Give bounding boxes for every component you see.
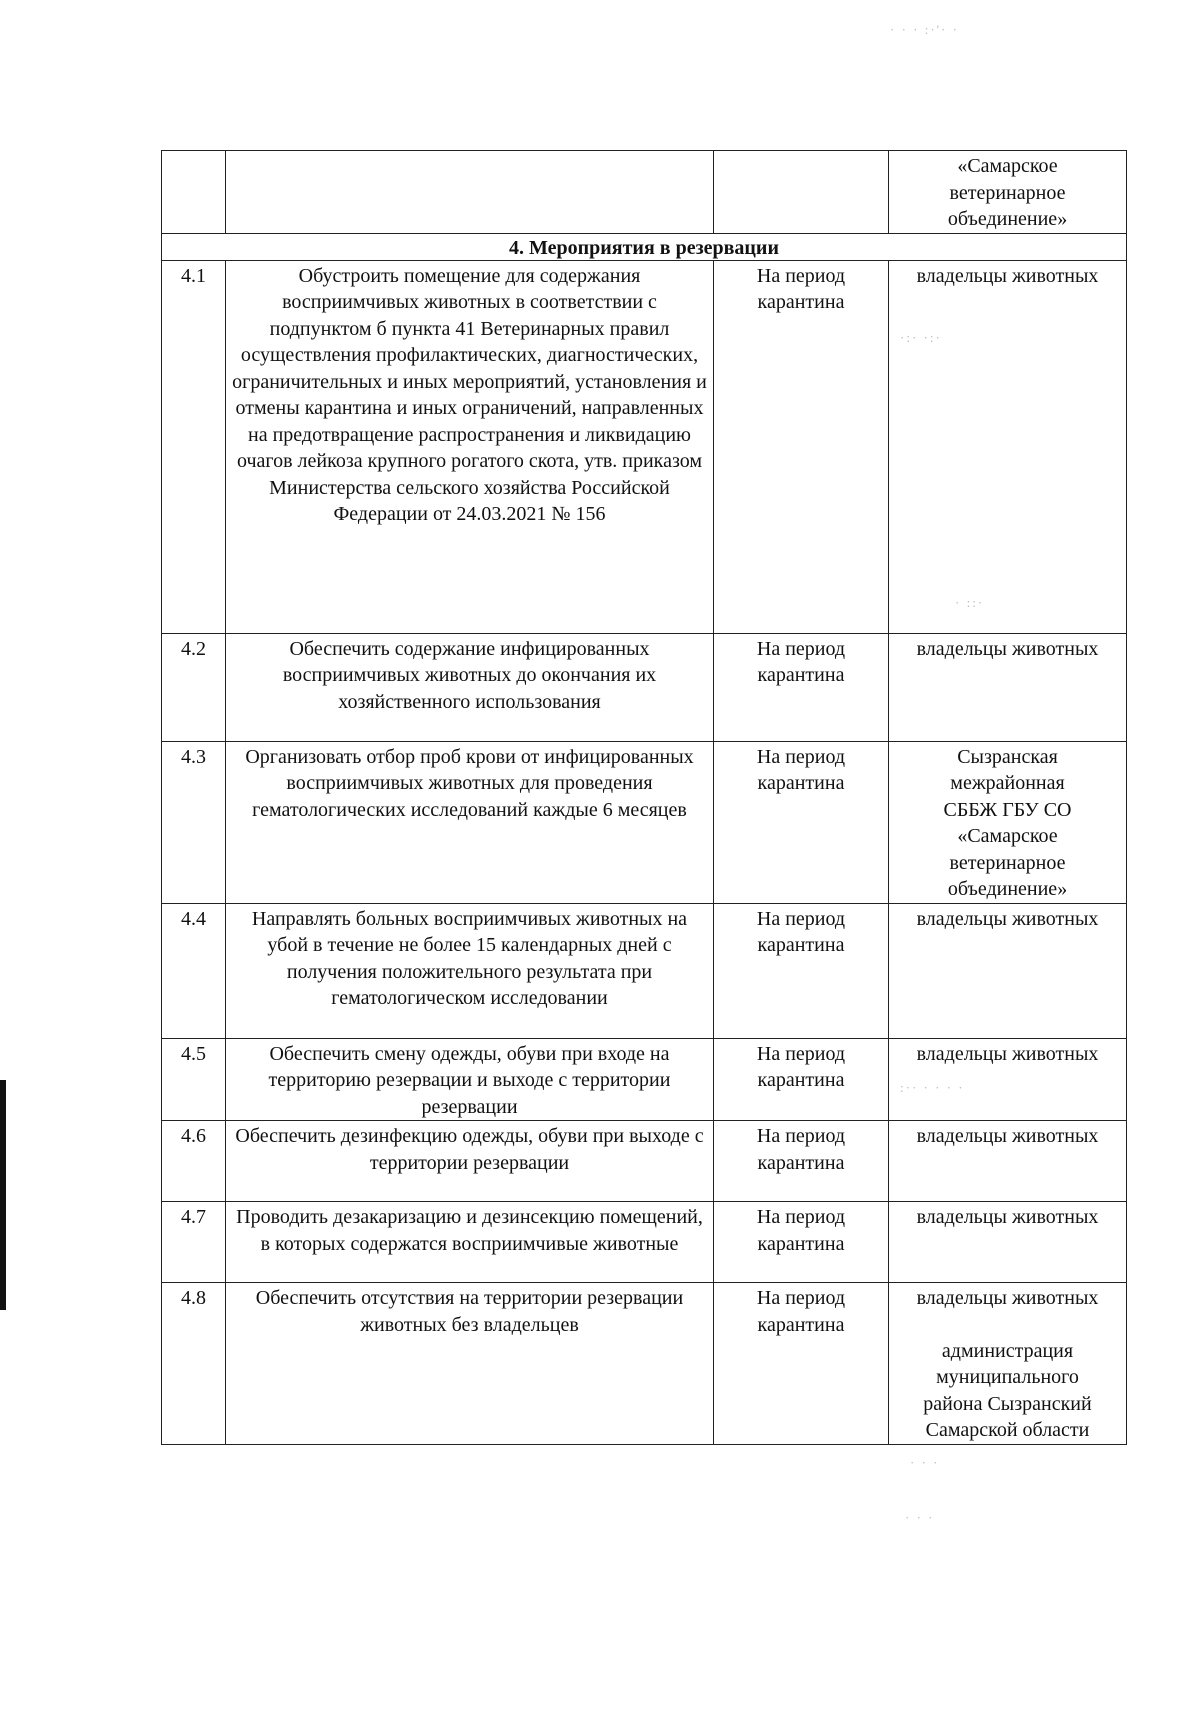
table-row xyxy=(162,903,1127,1038)
term-cell: На период карантина xyxy=(714,903,889,1038)
responsible-line: владельцы животных xyxy=(916,1125,1099,1147)
measures-table xyxy=(161,150,1127,1445)
responsible-line: СББЖ ГБУ СО xyxy=(943,798,1072,821)
table-row xyxy=(162,260,1127,633)
measure-text-cell: Проводить дезакаризацию и дезинсекцию помещений, в которых содержатся восприимчивые животные xyxy=(226,1202,714,1283)
term-cell: На период карантина xyxy=(714,633,889,741)
table-row-continuation xyxy=(162,151,1127,234)
measure-text-cell: Организовать отбор проб крови от инфицированных восприимчивых животных для проведения гематологических исследований каждые 6 месяцев xyxy=(226,741,714,903)
responsible-line: Самарской области xyxy=(925,1419,1090,1441)
measure-text-cell: Обустроить помещение для содержания восприимчивых животных в соответствии с подпунктом б пункта 41 Ветеринарных правил осуществления профилактических, диагностических, ограничительных и иных мероприятий, установления и отмены карантина и иных ограничений, направленных на предотвращение распространения и ликвидацию очагов лейкоза крупного рогатого скота, утв. приказом Министерства сельского хозяйства Российской Федерации от 24.03.2021 № 156 xyxy=(226,260,714,633)
table-row xyxy=(162,633,1127,741)
row-number-cell: 4.7 xyxy=(162,1202,226,1283)
row-number-cell: 4.4 xyxy=(162,903,226,1038)
responsible-spacer xyxy=(893,1312,1122,1338)
responsible-line: «Самарское xyxy=(957,155,1058,177)
scan-noise: :·· · · · · xyxy=(900,1080,965,1095)
responsible-line: ветеринарное xyxy=(949,181,1066,204)
table-row xyxy=(162,1121,1127,1202)
responsible-cell xyxy=(889,260,1127,633)
responsible-line: Сызранская xyxy=(957,745,1058,768)
responsible-line: муниципального xyxy=(936,1366,1079,1388)
term-cell: На период карантина xyxy=(714,260,889,633)
responsible-line: владельцы животных xyxy=(916,1287,1099,1309)
scan-noise: ·:· ·:· xyxy=(900,330,942,345)
row-number-cell: 4.3 xyxy=(162,741,226,903)
term-cell: На период карантина xyxy=(714,1038,889,1121)
responsible-line: владельцы животных xyxy=(916,907,1099,930)
scan-noise: · · · xyxy=(910,1455,940,1470)
measure-text-cell: Обеспечить смену одежды, обуви при входе на территорию резервации и выходе с территории резервации xyxy=(226,1038,714,1121)
measure-text-cell: Направлять больных восприимчивых животных на убой в течение не более 15 календарных дней с получения положительного результата при гематологическом исследовании xyxy=(226,903,714,1038)
row-number-cell: 4.2 xyxy=(162,633,226,741)
section-header-row xyxy=(162,233,1127,260)
row-number-cell: 4.1 xyxy=(162,260,226,633)
responsible-line: владельцы животных xyxy=(916,1042,1099,1065)
measure-text-cell xyxy=(226,151,714,234)
row-number-cell: 4.5 xyxy=(162,1038,226,1121)
row-number-cell: 4.8 xyxy=(162,1283,226,1445)
responsible-line: объединение» xyxy=(947,878,1068,900)
responsible-cell xyxy=(889,903,1127,1038)
responsible-cell xyxy=(889,741,1127,903)
responsible-line: района Сызранский xyxy=(923,1392,1092,1415)
responsible-line: владельцы животных xyxy=(916,1206,1099,1228)
measure-text-cell: Обеспечить дезинфекцию одежды, обуви при выходе с территории резервации xyxy=(226,1121,714,1202)
row-number-cell xyxy=(162,151,226,234)
term-cell: На период карантина xyxy=(714,741,889,903)
table-row xyxy=(162,1202,1127,1283)
scan-noise: · · · xyxy=(905,1510,935,1525)
responsible-line: ветеринарное xyxy=(949,851,1066,874)
term-cell: На период карантина xyxy=(714,1121,889,1202)
term-cell: На период карантина xyxy=(714,1202,889,1283)
responsible-cell xyxy=(889,1202,1127,1283)
responsible-line: владельцы животных xyxy=(916,637,1099,660)
responsible-line: межрайонная xyxy=(950,772,1065,794)
table-row xyxy=(162,1038,1127,1121)
measure-text-cell: Обеспечить содержание инфицированных восприимчивых животных до окончания их хозяйственного использования xyxy=(226,633,714,741)
responsible-cell xyxy=(889,1283,1127,1445)
scan-noise: · · · :·'· · xyxy=(890,22,959,37)
measure-text-cell: Обеспечить отсутствия на территории резервации животных без владельцев xyxy=(226,1283,714,1445)
table-row xyxy=(162,741,1127,903)
scan-edge-mark xyxy=(0,1080,6,1310)
term-cell xyxy=(714,151,889,234)
responsible-cell xyxy=(889,151,1127,234)
term-cell: На период карантина xyxy=(714,1283,889,1445)
responsible-line: владельцы животных xyxy=(916,264,1099,287)
responsible-line: «Самарское xyxy=(957,825,1058,847)
responsible-line: администрация xyxy=(941,1339,1074,1362)
table-row xyxy=(162,1283,1127,1445)
responsible-cell xyxy=(889,633,1127,741)
responsible-cell xyxy=(889,1038,1127,1121)
scan-noise: · ::· xyxy=(955,595,985,610)
row-number-cell: 4.6 xyxy=(162,1121,226,1202)
responsible-cell xyxy=(889,1121,1127,1202)
responsible-line: объединение» xyxy=(947,208,1068,230)
section-title: 4. Мероприятия в резервации xyxy=(162,233,1127,260)
